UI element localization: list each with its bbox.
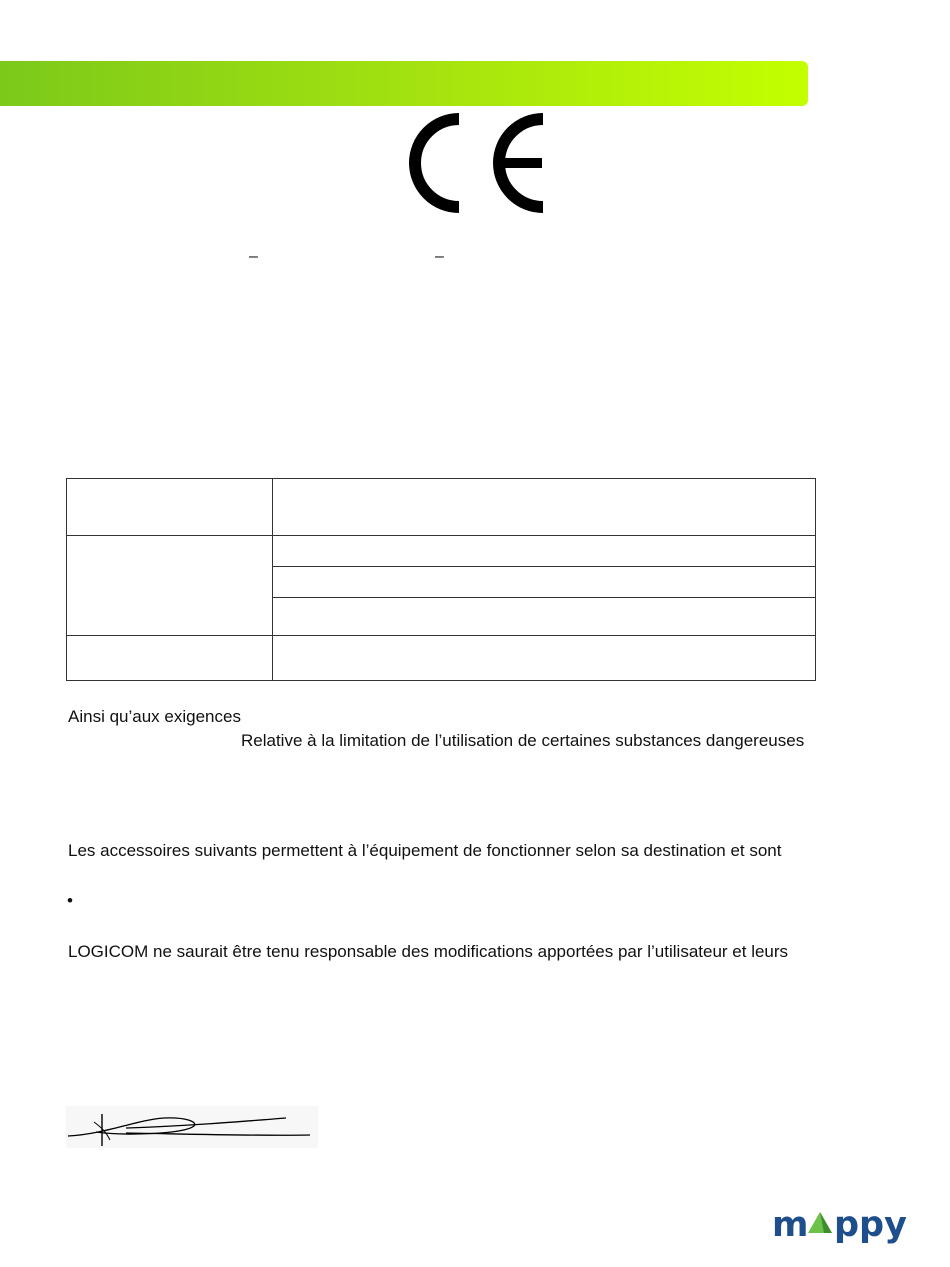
svg-text:ppy: ppy <box>834 1205 907 1245</box>
table-cell-label <box>67 479 273 536</box>
requirements-intro: Ainsi qu’aux exigences <box>68 707 241 726</box>
table-cell-value <box>273 598 816 636</box>
dash-1: – <box>249 248 258 265</box>
bullet-point: • <box>67 891 73 910</box>
svg-text:m: m <box>772 1205 809 1245</box>
table-row <box>67 479 816 536</box>
liability-text: LOGICOM ne saurait être tenu responsable des modifications apportées par l’utilisateur et leurs <box>68 942 789 961</box>
dash-2: – <box>435 248 444 265</box>
standards-table <box>66 478 816 681</box>
rohs-text: Relative à la limitation de l’utilisation de certaines substances dangereuses <box>241 731 805 750</box>
table-cell-label <box>67 536 273 636</box>
table-cell-value <box>273 536 816 567</box>
mappy-logo-icon <box>772 1203 914 1249</box>
ce-mark-icon <box>403 111 546 214</box>
table-row <box>67 636 816 681</box>
table-cell-value <box>273 479 816 536</box>
table-cell-value <box>273 636 816 681</box>
signature-icon <box>66 1106 318 1148</box>
table-cell-value <box>273 567 816 598</box>
header-bar <box>0 61 808 106</box>
accessories-text: Les accessoires suivants permettent à l’équipement de fonctionner selon sa destination et sont <box>68 841 782 860</box>
table-row <box>67 536 816 567</box>
table-cell-label <box>67 636 273 681</box>
